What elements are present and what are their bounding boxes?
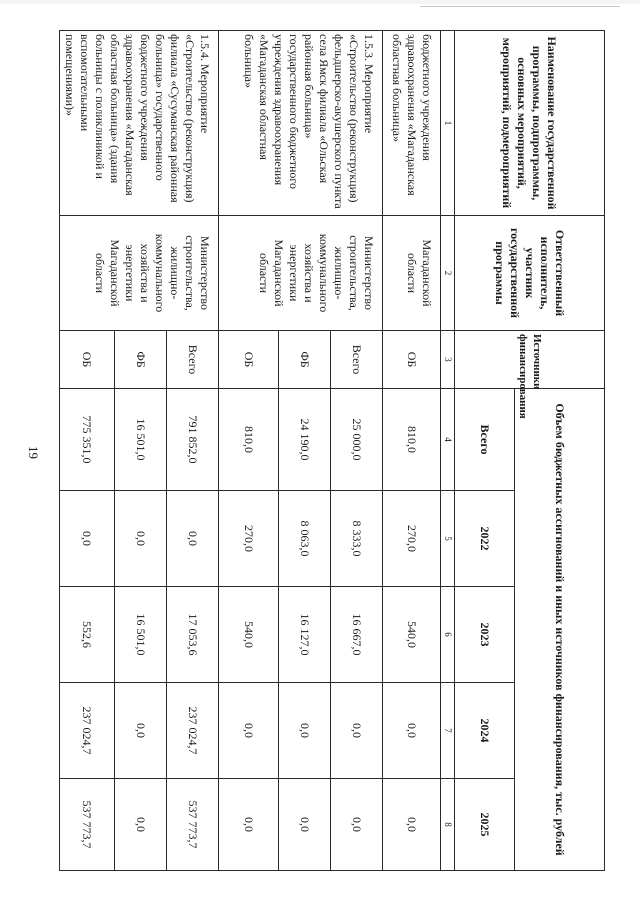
column-number: 6: [440, 587, 454, 683]
budget-table: [59, 30, 605, 871]
page-number: 19: [26, 446, 41, 459]
rotated-table-container: [60, 30, 605, 870]
header-program-name: Наименование государственной программы, подпрограммы, основных мероприятий, мероприятий, подмероприятий: [455, 31, 605, 216]
value-cell: 0,0: [278, 779, 330, 871]
value-cell: 16 127,0: [278, 587, 330, 683]
value-cell: 0,0: [382, 683, 440, 779]
program-name-cell: 1.5.4. Мероприятие «Строительство (реконструкция) филиала «Сусуманская районная больница» государственного бюджетного учреждения здравоохранения «Магаданская областная больница» (здания больницы с поликлиникой и вспомогательными помещениями)»: [59, 31, 218, 216]
value-cell: 0,0: [218, 779, 278, 871]
funding-source-cell: ОБ: [382, 331, 440, 389]
value-cell: 537 773,7: [166, 779, 218, 871]
value-cell: 24 190,0: [278, 389, 330, 491]
value-cell: 0,0: [114, 491, 166, 587]
funding-source-cell: ФБ: [114, 331, 166, 389]
value-cell: 0,0: [114, 683, 166, 779]
value-cell: 17 053,6: [166, 587, 218, 683]
value-cell: 775 351,0: [59, 389, 114, 491]
funding-source-cell: Всего: [166, 331, 218, 389]
value-cell: 810,0: [382, 389, 440, 491]
header-year-2023: 2023: [455, 587, 515, 683]
value-cell: 540,0: [218, 587, 278, 683]
program-name-cell: бюджетного учреждения здравоохранения «Магаданская областная больница»: [382, 31, 440, 216]
funding-source-cell: ОБ: [218, 331, 278, 389]
header-year-2022: 2022: [455, 491, 515, 587]
column-number: 2: [440, 216, 454, 331]
scan-artifact-line: [420, 6, 620, 7]
value-cell: 0,0: [330, 779, 382, 871]
value-cell: 540,0: [382, 587, 440, 683]
header-funding-source: Источники финансирования: [455, 331, 605, 389]
funding-source-cell: ОБ: [59, 331, 114, 389]
header-year-2025: 2025: [455, 779, 515, 871]
program-name-cell: 1.5.3. Мероприятие «Строительство (реконструкция) фельдшерско-акушерского пункта села Ямск филиала «Ольская районная больница» государственного бюджетного учреждения здравоохранения «Магаданская областная больница»: [218, 31, 382, 216]
value-cell: 8 063,0: [278, 491, 330, 587]
value-cell: 0,0: [382, 779, 440, 871]
executor-cell: Магаданской области: [382, 216, 440, 331]
column-number: 8: [440, 779, 454, 871]
value-cell: 0,0: [114, 779, 166, 871]
column-number: 1: [440, 31, 454, 216]
value-cell: 270,0: [382, 491, 440, 587]
value-cell: 0,0: [278, 683, 330, 779]
column-number: 5: [440, 491, 454, 587]
value-cell: 0,0: [330, 683, 382, 779]
header-year-2024: 2024: [455, 683, 515, 779]
column-number: 7: [440, 683, 454, 779]
value-cell: 810,0: [218, 389, 278, 491]
scan-top-edge: [0, 0, 640, 4]
value-cell: 791 852,0: [166, 389, 218, 491]
header-year-total: Всего: [455, 389, 515, 491]
column-number: 4: [440, 389, 454, 491]
executor-cell: Министерство строительства, жилищно-коммунального хозяйства и энергетики Магаданской области: [59, 216, 218, 331]
header-executor: Ответственный исполнитель, участник государственной программы: [455, 216, 605, 331]
funding-source-cell: Всего: [330, 331, 382, 389]
value-cell: 16 501,0: [114, 389, 166, 491]
value-cell: 237 024,7: [166, 683, 218, 779]
column-number: 3: [440, 331, 454, 389]
value-cell: 237 024,7: [59, 683, 114, 779]
value-cell: 552,6: [59, 587, 114, 683]
value-cell: 0,0: [166, 491, 218, 587]
header-volume: Объем бюджетных ассигнований и иных источников финансирования, тыс. рублей: [515, 389, 605, 871]
value-cell: 0,0: [59, 491, 114, 587]
executor-cell: Министерство строительства, жилищно-коммунального хозяйства и энергетики Магаданской области: [218, 216, 382, 331]
value-cell: 16 667,0: [330, 587, 382, 683]
value-cell: 8 333,0: [330, 491, 382, 587]
value-cell: 537 773,7: [59, 779, 114, 871]
value-cell: 16 501,0: [114, 587, 166, 683]
value-cell: 270,0: [218, 491, 278, 587]
funding-source-cell: ФБ: [278, 331, 330, 389]
value-cell: 25 000,0: [330, 389, 382, 491]
value-cell: 0,0: [218, 683, 278, 779]
